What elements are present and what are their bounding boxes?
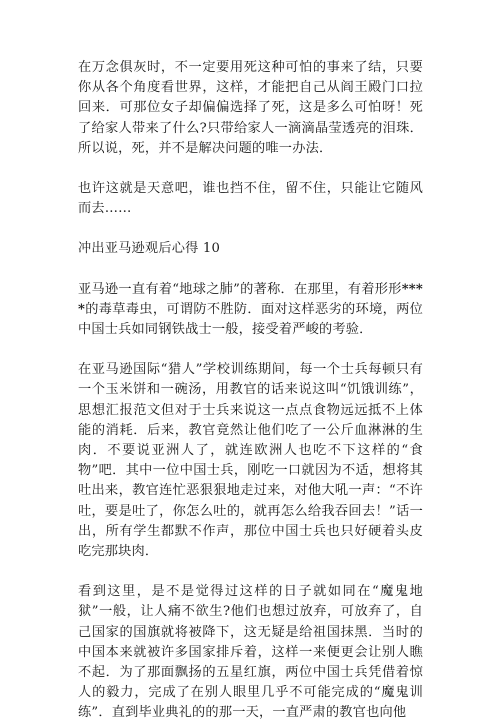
section-heading: 冲出亚马逊观后心得 10 xyxy=(78,241,221,257)
paragraph-3 xyxy=(78,280,423,341)
paragraph-1: 在万念俱灰时，不一定要用死这种可怕的事来了结，只要你从各个角度看世界，这样，才能把自己从阎王殿门口拉回来．可那位女子却偏偏选择了死，这是多么可怕呀！死了给家人带来了什么?只带给家人一滴滴晶莹透亮的泪珠．所以说，死，并不是解决问题的唯一办法． xyxy=(78,60,423,156)
paragraph-3-text-b: 的毒草毒虫，可谓防不胜防．面对这样恶劣的环境，两位中国士兵如同钢铁战士一般，接受着严峻的考验． xyxy=(78,301,423,338)
redacted-mark: **** xyxy=(78,281,423,317)
paragraph-gap xyxy=(78,340,423,360)
document-page xyxy=(78,58,423,724)
paragraph-2: 也许这就是天意吧，谁也挡不住，留不住，只能让它随风而去…… xyxy=(78,181,423,217)
paragraph-5: 看到这里，是不是觉得过这样的日子就如同在“魔鬼地狱”一般，让人痛不欲生?他们也想过放弃，可放弃了，自己国家的国旗就将被降下，这无疑是给祖国抹黑．当时的中国本来就被许多国家排斥着，这样一来便更会让别人瞧不起．为了那面飘扬的五星红旗，两位中国士兵凭借着惊人的毅力，完成了在别人眼里几乎不可能完成的“魔鬼训练”．直到毕业典礼的的那一天，一直严肃的教官也向他 xyxy=(78,584,423,721)
paragraph-gap xyxy=(78,562,423,582)
paragraph-gap xyxy=(78,219,423,239)
paragraph-3-text-a: 亚马逊一直有着“地球之肺”的著称．在那里，有着形形 xyxy=(78,281,402,297)
paragraph-4: 在亚马逊国际“猎人”学校训练期间，每一个士兵每顿只有一个玉米饼和一碗汤，用教官的话来说这叫“饥饿训练”，思想汇报范文但对于士兵来说这一点点食物远远抵不上体能的消耗．后来，教官竟然让他们吃了一公斤血淋淋的生肉．不要说亚洲人了，就连欧洲人也吃不下这样的“食物”吧．其中一位中国士兵，刚吃一口就因为不适，想将其吐出来，教官连忙恶狠狠地走过来，对他大吼一声：“不许吐，要是吐了，你怎么吐的，就再怎么给我吞回去！”话一出，所有学生都默不作声，那位中国士兵也只好硬着头皮吃完那块肉． xyxy=(78,362,423,560)
paragraph-gap xyxy=(78,260,423,280)
paragraph-gap xyxy=(78,159,423,179)
